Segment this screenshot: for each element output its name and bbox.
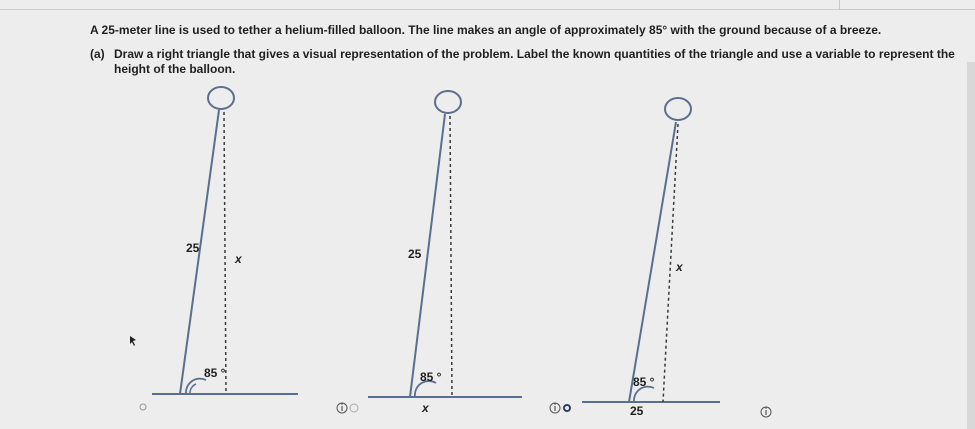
height-label: x <box>235 252 242 266</box>
angle-label: 85 ° <box>204 366 226 380</box>
problem-statement: A 25-meter line is used to tether a helium-filled balloon. The line makes an angle of approximately 85° with the ground because of a breeze. <box>90 23 882 37</box>
figure-option-2[interactable] <box>350 91 522 412</box>
balloon <box>435 91 461 113</box>
base-label: 25 <box>630 404 644 418</box>
point-marker <box>140 404 146 410</box>
part-a-text: Draw a right triangle that gives a visual representation of the problem. Label the known quantities of the triangle and use a variable to represent the height of the balloon. <box>114 47 955 76</box>
angle-label: 85 ° <box>420 370 442 384</box>
tether-line <box>629 122 676 402</box>
radio-button <box>564 405 570 411</box>
base-label: x <box>422 401 429 415</box>
radio-button <box>350 404 358 412</box>
cursor-icon <box>130 336 136 346</box>
part-a-label: (a) <box>90 47 105 61</box>
figure-option-3[interactable] <box>564 98 720 411</box>
info-icon[interactable] <box>550 403 560 413</box>
balloon <box>665 98 691 120</box>
hypotenuse-label: 25 <box>408 247 422 261</box>
height-line <box>450 116 452 397</box>
info-icon[interactable] <box>761 407 771 417</box>
figure-option-1[interactable] <box>130 87 298 410</box>
info-icon[interactable] <box>337 403 347 413</box>
angle-arc-inner <box>190 384 196 394</box>
height-line <box>224 112 226 394</box>
height-label: x <box>676 260 683 274</box>
balloon <box>208 87 234 109</box>
angle-arc <box>186 379 206 394</box>
angle-label: 85 ° <box>633 375 655 389</box>
hypotenuse-label: 25 <box>186 241 200 255</box>
